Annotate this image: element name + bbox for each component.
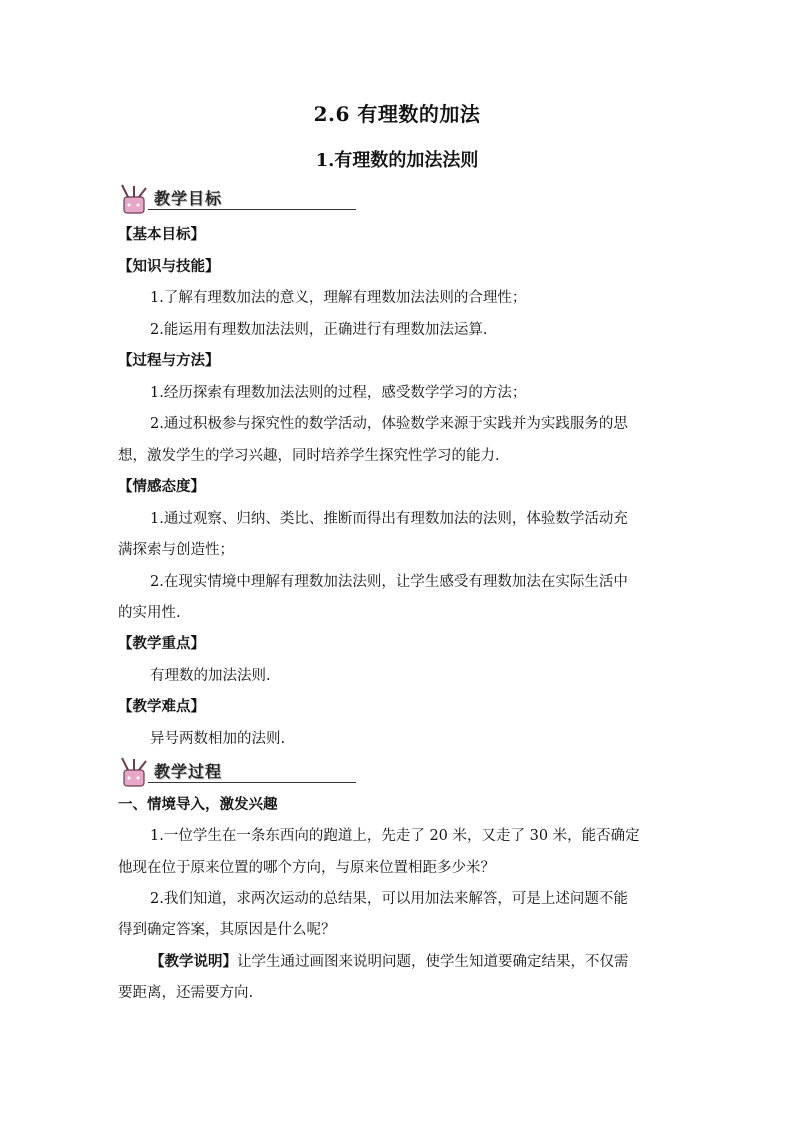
- paragraph-difficulty: 异号两数相加的法则.: [150, 731, 286, 747]
- teaching-note-label: 【教学说明】: [150, 953, 237, 970]
- paragraph-teaching-note-line2: 要距离，还需要方向.: [118, 985, 254, 1001]
- paragraph-teaching-note-line1: [150, 952, 629, 972]
- heading-basic-goals: 【基本目标】: [118, 226, 205, 243]
- teaching-note-text: 让学生通过画图来说明问题，使学生知道要确定结果，不仅需: [237, 954, 629, 970]
- banner-underline: [148, 209, 356, 210]
- page-subtitle: 1.有理数的加法法则: [315, 150, 479, 171]
- paragraph-ea-1-line1: 1.通过观察、归纳、类比、推断而得出有理数加法的法则，体验数学活动充: [150, 511, 628, 527]
- heading-emotion-attitude: 【情感态度】: [118, 478, 205, 495]
- heading-process-methods: 【过程与方法】: [118, 352, 220, 369]
- paragraph-pm-1: 1.经历探索有理数加法法则的过程，感受数学学习的方法；: [150, 385, 527, 401]
- heading-section-1: 一、情境导入，激发兴趣: [118, 796, 278, 813]
- pencil-cup-icon: [118, 183, 152, 217]
- paragraph-s1-1-line2: 他现在位于原来位置的哪个方向，与原来位置相距多少米？: [118, 860, 495, 876]
- paragraph-s1-2-line2: 得到确定答案，其原因是什么呢？: [118, 922, 336, 938]
- banner-label-goals: 教学目标: [154, 189, 223, 208]
- heading-knowledge-skills: 【知识与技能】: [118, 258, 220, 275]
- heading-key-point: 【教学重点】: [118, 635, 205, 652]
- paragraph-ks-1: 1.了解有理数加法的意义，理解有理数加法法则的合理性；: [150, 290, 527, 306]
- paragraph-pm-2-line2: 想，激发学生的学习兴趣，同时培养学生探究性学习的能力.: [118, 448, 500, 464]
- section-banner-goals: [118, 183, 248, 217]
- paragraph-key-point: 有理数的加法法则.: [150, 668, 271, 684]
- heading-difficulty: 【教学难点】: [118, 698, 205, 715]
- banner-underline: [148, 782, 356, 783]
- paragraph-s1-2-line1: 2.我们知道，求两次运动的总结果，可以用加法来解答，可是上述问题不能: [150, 891, 628, 907]
- paragraph-ea-2-line2: 的实用性.: [118, 605, 181, 621]
- page-title: 2.6 有理数的加法: [313, 102, 481, 126]
- paragraph-ea-2-line1: 2.在现实情境中理解有理数加法法则，让学生感受有理数加法在实际生活中: [150, 574, 628, 590]
- paragraph-ea-1-line2: 满探索与创造性；: [118, 542, 234, 558]
- section-banner-process: [118, 756, 248, 790]
- paragraph-s1-1-line1: 1.一位学生在一条东西向的跑道上，先走了 20 米，又走了 30 米，能否确定: [150, 828, 640, 844]
- pencil-cup-icon: [118, 756, 152, 790]
- paragraph-pm-2-line1: 2.通过积极参与探究性的数学活动，体验数学来源于实践并为实践服务的思: [150, 416, 628, 432]
- paragraph-ks-2: 2.能运用有理数加法法则，正确进行有理数加法运算.: [150, 322, 488, 338]
- banner-label-process: 教学过程: [154, 762, 223, 781]
